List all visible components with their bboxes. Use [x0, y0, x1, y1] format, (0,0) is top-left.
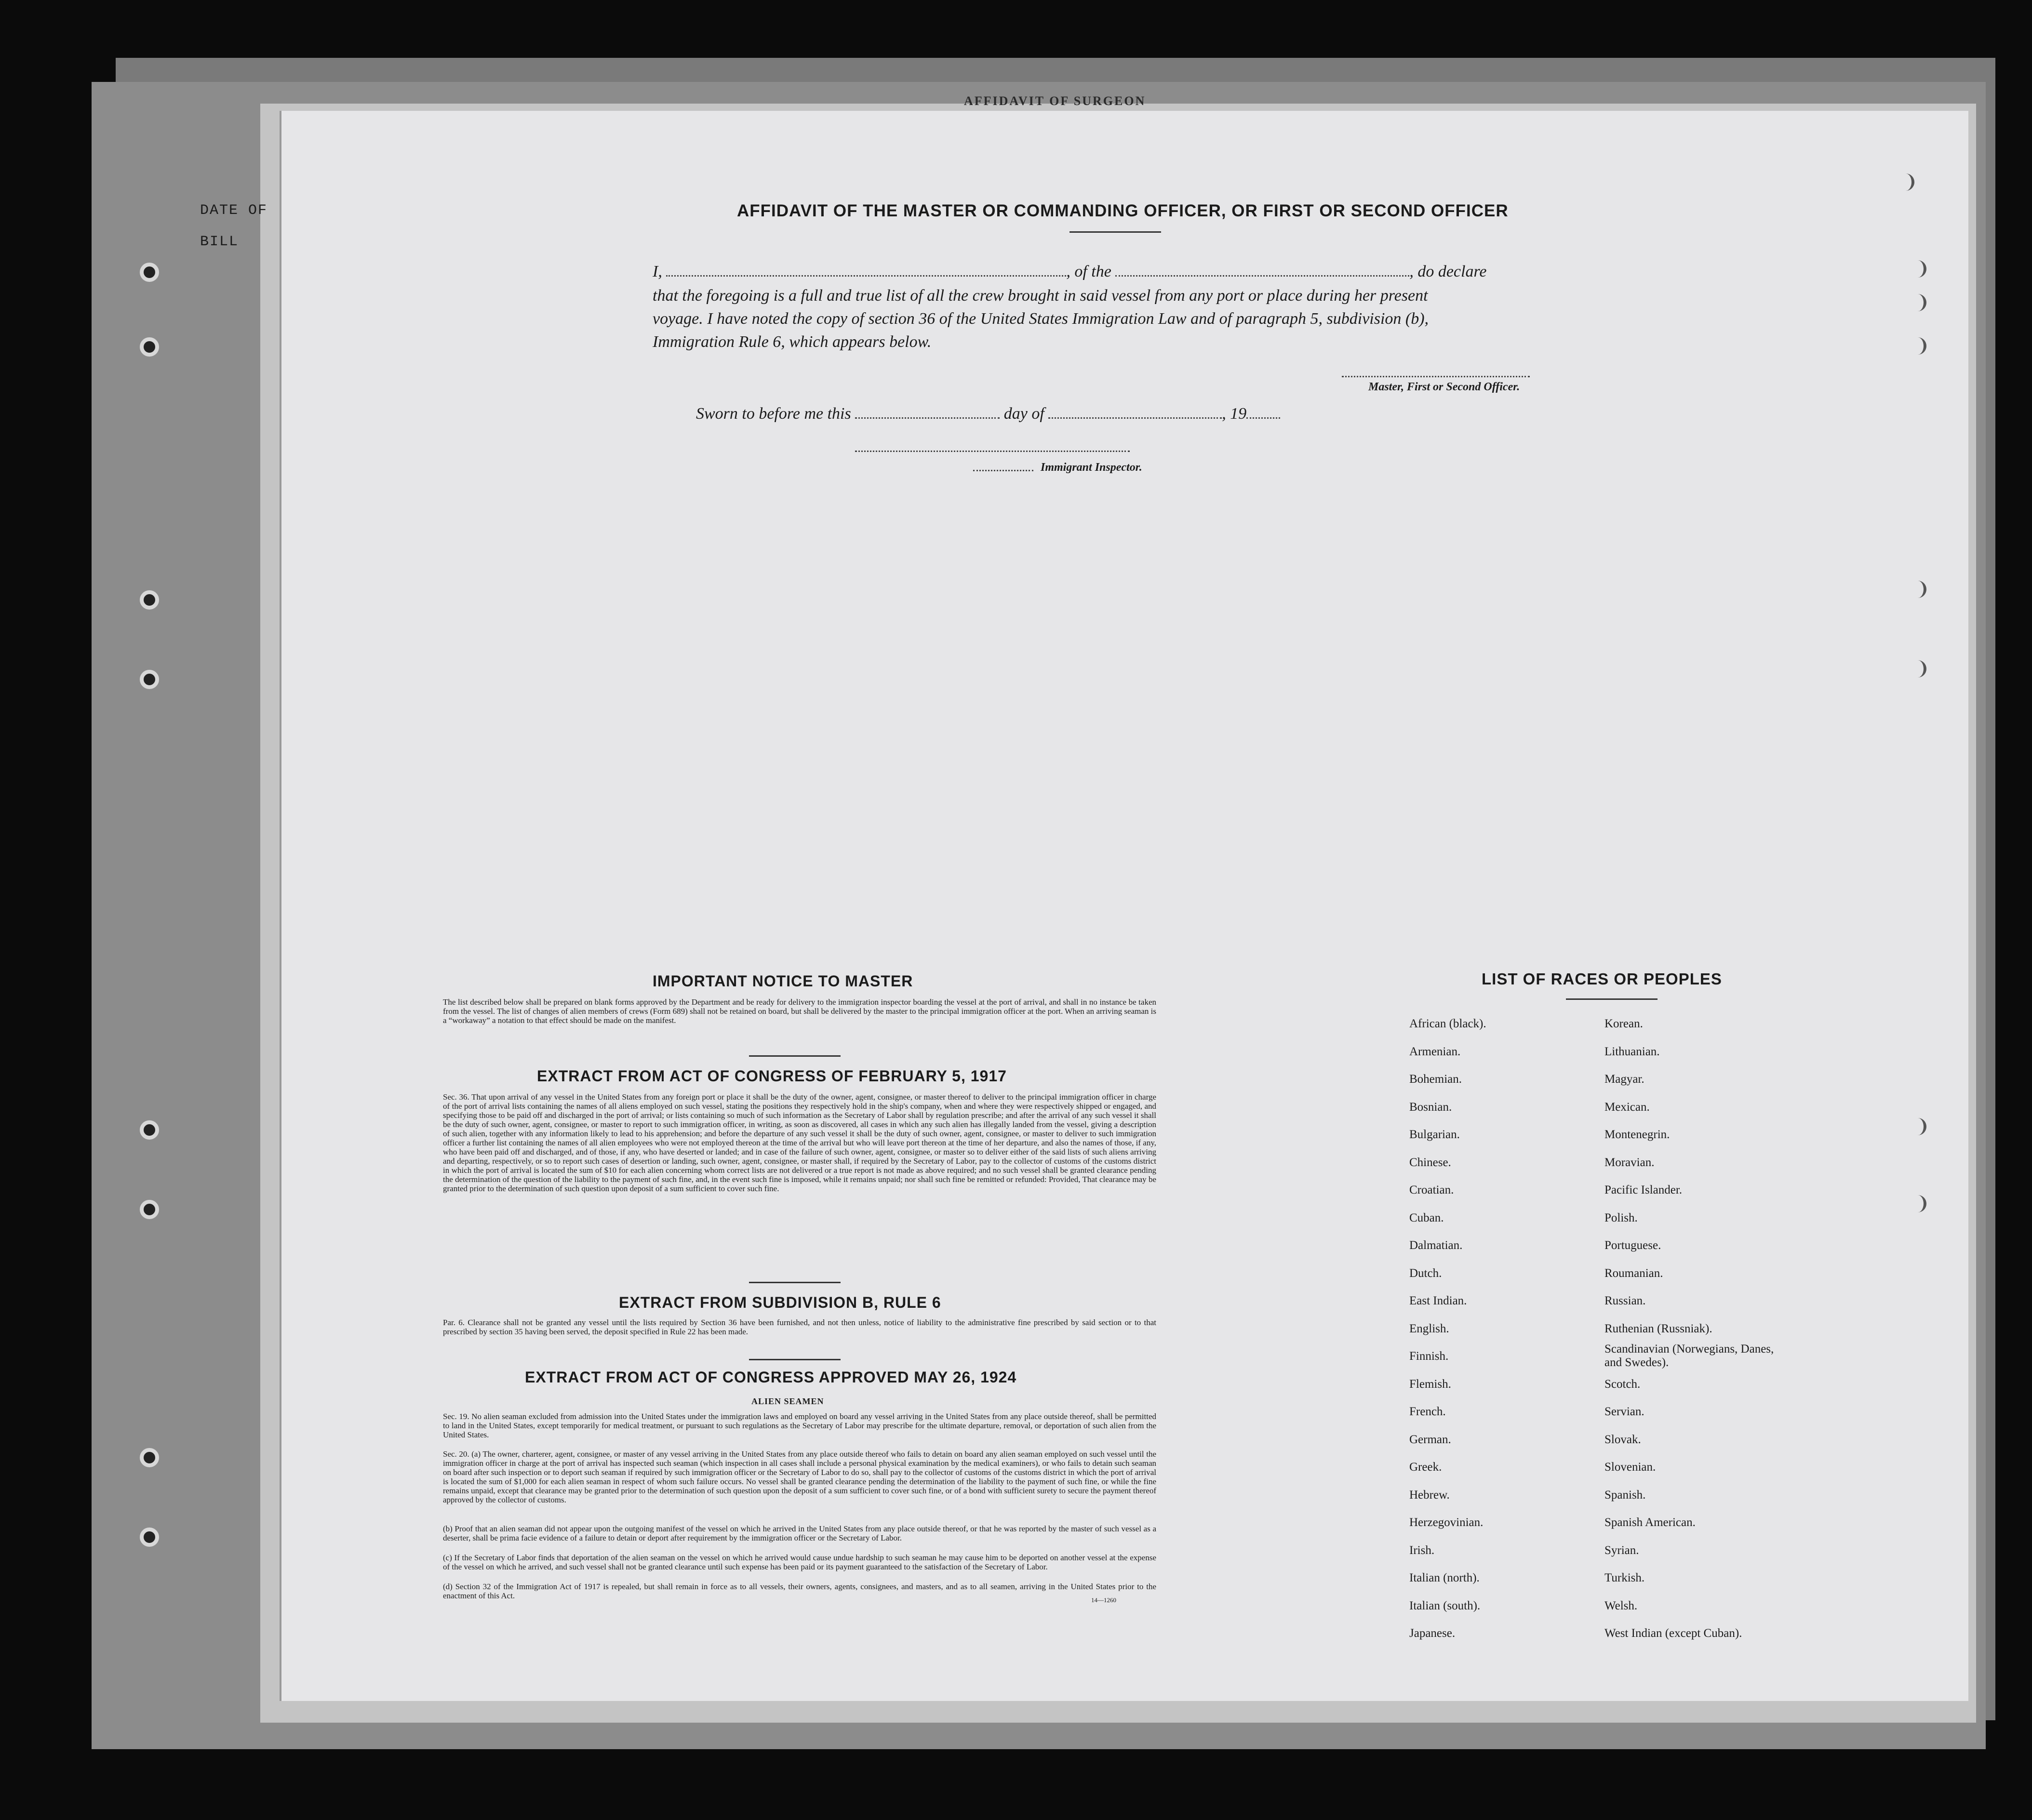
inspector-signature-lead — [973, 470, 1033, 471]
punch-hole-icon — [1913, 660, 1926, 678]
race-item: Hebrew. — [1409, 1488, 1450, 1501]
act1924-sec20d: (d) Section 32 of the Immigration Act of 1917 is repealed, but shall remain in force as to all vessels, their owners, agents, consignees, and masters, and as to all seamen, arriving in the United States prior to the enactment of this Act. — [443, 1582, 1156, 1600]
under-sheet-title: AFFIDAVIT OF SURGEON — [964, 94, 1146, 108]
race-item: Spanish American. — [1604, 1516, 1696, 1529]
punch-hole-icon — [1913, 294, 1926, 311]
punch-hole-icon — [1913, 581, 1926, 598]
race-item: Servian. — [1604, 1405, 1644, 1418]
race-item: African (black). — [1409, 1017, 1486, 1030]
race-item: Moravian. — [1604, 1156, 1655, 1169]
act1924-sec20c: (c) If the Secretary of Labor finds that deportation of the alien seaman on the vessel on which he arrived would cause undue hardship to such seaman he may cause him to be deported on another vessel at the expense of the vessel on which he arrived, and such vessel shall not be granted clearance until such expense has been paid or its payment guaranteed to the satisfaction of the Secretary of Labor. — [443, 1553, 1156, 1571]
day-of-text: day of — [1003, 405, 1044, 423]
race-item: Cuban. — [1409, 1211, 1444, 1224]
race-item: Armenian. — [1409, 1045, 1461, 1058]
race-item: Flemish. — [1409, 1377, 1451, 1391]
master-signature-line[interactable] — [1342, 376, 1530, 377]
act1924-title: EXTRACT FROM ACT OF CONGRESS APPROVED MAY 26, 1924 — [525, 1368, 1017, 1386]
race-item: Pacific Islander. — [1604, 1183, 1683, 1196]
race-item: Mexican. — [1604, 1100, 1650, 1114]
notice-title: IMPORTANT NOTICE TO MASTER — [653, 972, 913, 990]
race-item: Syrian. — [1604, 1543, 1639, 1557]
act1924-subtitle: ALIEN SEAMEN — [751, 1396, 824, 1406]
race-item: Montenegrin. — [1604, 1128, 1670, 1141]
affidavit-line3: voyage. I have noted the copy of section 36 of the United States Immigration Law and of paragraph 5, subdivision (b), — [653, 310, 1429, 328]
binder-ring-icon — [140, 670, 159, 689]
race-item: Spanish. — [1604, 1488, 1646, 1501]
under-sheet-stub-date: DATE OF — [200, 202, 268, 219]
punch-hole-icon — [1913, 1195, 1926, 1212]
punch-hole-icon — [1913, 1118, 1926, 1135]
race-item: Greek. — [1409, 1461, 1442, 1474]
race-item: Ruthenian (Russniak). — [1604, 1322, 1712, 1335]
race-item: Lithuanian. — [1604, 1045, 1660, 1058]
binder-ring-icon — [140, 263, 159, 282]
vessel-blank[interactable] — [1115, 264, 1409, 277]
race-item: Roumanian. — [1604, 1266, 1663, 1280]
race-item: Croatian. — [1409, 1183, 1454, 1196]
binder-ring-icon — [140, 1528, 159, 1547]
binder-ring-icon — [140, 590, 159, 610]
section-rule — [749, 1055, 841, 1057]
race-item: West Indian (except Cuban). — [1604, 1627, 1742, 1640]
binder-ring-icon — [140, 1120, 159, 1140]
race-item: East Indian. — [1409, 1294, 1467, 1307]
race-item: Bosnian. — [1409, 1100, 1452, 1114]
manifest-page — [280, 111, 1968, 1701]
sworn-year-blank[interactable] — [1246, 406, 1280, 419]
act1924-sec20b: (b) Proof that an alien seaman did not appear upon the outgoing manifest of the vessel on which he arrived in the United States from any place outside thereof, or that he was reported by the master of such vessel as a deserter, shall be prima facie evidence of a failure to detain or deport after requirement by the immigration officer or the Secretary of Labor. — [443, 1524, 1156, 1542]
race-item: Slovak. — [1604, 1433, 1641, 1446]
race-item: Herzegovinian. — [1409, 1516, 1484, 1529]
sworn-text: Sworn to before me this — [696, 405, 851, 423]
race-item: Polish. — [1604, 1211, 1638, 1224]
affidavit-i: I, — [653, 263, 662, 280]
notice-body: The list described below shall be prepared on blank forms approved by the Department and be ready for delivery to the immigration inspector boarding the vessel at the port of arrival, and shall in no instance be taken from the vessel. The list of changes of alien members of crews (Form 689) shall not be retained on board, but shall be delivered by the master to the principal immigration officer at the port. When an arriving seaman is a “workaway” a notation to that effect should be made on the manifest. — [443, 997, 1156, 1025]
race-item: Russian. — [1604, 1294, 1646, 1307]
affidavit-of-the: , of the — [1066, 263, 1111, 280]
affidavit-declare: , do declare — [1409, 263, 1487, 280]
races-title: LIST OF RACES OR PEOPLES — [1482, 970, 1722, 988]
affidavit-line2: that the foregoing is a full and true list of all the crew brought in said vessel from any port or place during her present — [653, 287, 1428, 305]
race-item: German. — [1409, 1433, 1451, 1446]
punch-hole-icon — [1913, 260, 1926, 278]
race-item: Dalmatian. — [1409, 1239, 1463, 1252]
race-item: French. — [1409, 1405, 1446, 1418]
inspector-signature-label: Immigrant Inspector. — [1041, 461, 1142, 474]
punch-hole-icon — [1913, 337, 1926, 355]
race-item: Finnish. — [1409, 1350, 1449, 1363]
binder-ring-icon — [140, 1200, 159, 1219]
race-item: English. — [1409, 1322, 1449, 1335]
race-item: Japanese. — [1409, 1627, 1456, 1640]
race-item: Dutch. — [1409, 1266, 1442, 1280]
race-item: Welsh. — [1604, 1599, 1638, 1612]
race-item: Magyar. — [1604, 1073, 1644, 1086]
sworn-line — [696, 402, 1280, 425]
inspector-signature-line[interactable] — [855, 451, 1130, 452]
affidavit-title: AFFIDAVIT OF THE MASTER OR COMMANDING OFFICER, OR FIRST OR SECOND OFFICER — [737, 201, 1509, 220]
race-item: Italian (south). — [1409, 1599, 1481, 1612]
act1924-sec20a: Sec. 20. (a) The owner, charterer, agent, consignee, or master of any vessel arriving in the United States from any place outside thereof who fails to detain on board any alien seaman employed on such vessel until the immigration officer in charge at the port of arrival has inspected such seaman (which inspection in all cases shall include a personal physical examination by the medical examiners), or who fails to detain such seaman on board after such inspection or to deport such seaman if required by such immigration officer or the Secretary of Labor to do so, shall pay to the collector of customs of the customs district in which the port of arrival is located the sum of $1,000 for each alien seaman in respect of whom such failure occurs. No vessel shall be granted clearance pending the determination of the liability to the payment of such fine, or while the fine remains unpaid, except that clearance may be granted prior to the determination of such question upon the deposit of a sum sufficient to cover such fine, or of a bond with sufficient surety to secure the payment thereof approved by the collector of customs. — [443, 1449, 1156, 1504]
sworn-day-blank[interactable] — [855, 406, 1000, 419]
binder-ring-icon — [140, 337, 159, 357]
races-rule — [1566, 998, 1658, 1000]
rule6-body: Par. 6. Clearance shall not be granted any vessel until the lists required by Section 36 have been furnished, and not then unless, notice of liability to the administrative fine prescribed by said section or to that prescribed by section 35 having been served, the deposit specified in Rule 22 has been made. — [443, 1318, 1156, 1336]
master-signature-label: Master, First or Second Officer. — [1368, 381, 1520, 393]
sworn-month-blank[interactable] — [1048, 406, 1222, 419]
act1924-sec19: Sec. 19. No alien seaman excluded from admission into the United States under the immigration laws and employed on board any vessel arriving in the United States from any place outside thereof, shall be permitted to land in the United States, except temporarily for medical treatment, or pursuant to such regulations as the Secretary of Labor may prescribe for the ultimate departure, removal, or deportation of such alien from the United States. — [443, 1412, 1156, 1439]
race-item: Italian (north). — [1409, 1571, 1480, 1584]
under-sheet-stub-bill: BILL — [200, 234, 239, 250]
race-item: Chinese. — [1409, 1156, 1451, 1169]
race-item: Turkish. — [1604, 1571, 1645, 1584]
section-rule — [749, 1282, 841, 1283]
act1917-body: Sec. 36. That upon arrival of any vessel in the United States from any foreign port or place it shall be the duty of the owner, agent, consignee, or master thereof to deliver to the principal immigration officer in charge of the port of arrival lists containing the names of all aliens employed on such vessel, stating the positions they respectively hold in the ship's company, when and where they were respectively shipped or engaged, and specifying those to be paid off and discharged in the port of arrival; or lists containing so much of such information as the Secretary of Labor shall by regulation prescribe; and after the arrival of any such vessel it shall be the duty of such owner, agent, consignee, or master to report to such immigration officer, in writing, as soon as discovered, all cases in which any such alien has illegally landed from the vessel, giving a description of such alien, together with any information likely to lead to his apprehension; and before the departure of any such vessel it shall be the duty of such owner, agent, consignee, or master to deliver to such immigration officer a further list containing the names of all alien employees who were not employed thereon at the time of the arrival but who will leave port thereon at the time of her departure, and also the names of those, if any, who have been paid off and discharged, and of those, if any, who have deserted or landed; and in case of the failure of such owner, agent, consignee, or master so to deliver either of the said lists of such aliens arriving and departing, respectively, or so to report such cases of desertion or landing, such owner, agent, consignee, or master shall, if required by the Secretary of Labor, pay to the collector of customs of the customs district in which the port of arrival is located the sum of $10 for each alien concerning whom correct lists are not delivered or a true report is not made as above required; and no such vessel shall be granted clearance pending the determination of the question of the liability to the payment of such fine, and, in the event such fine is imposed, while it remains unpaid; nor shall such fine be remitted or refunded: Provided, That clearance may be granted prior to the determination of such question upon deposit of a sum sufficient to cover such fine. — [443, 1092, 1156, 1193]
race-item: Korean. — [1604, 1017, 1643, 1030]
punch-hole-icon — [1901, 173, 1914, 191]
name-blank[interactable] — [666, 264, 1066, 277]
act1917-title: EXTRACT FROM ACT OF CONGRESS OF FEBRUARY 5, 1917 — [537, 1067, 1007, 1085]
binder-ring-icon — [140, 1448, 159, 1467]
race-item: Portuguese. — [1604, 1239, 1661, 1252]
rule6-title: EXTRACT FROM SUBDIVISION B, RULE 6 — [619, 1294, 941, 1311]
year-text: , 19 — [1222, 405, 1247, 423]
race-item: Bohemian. — [1409, 1073, 1462, 1086]
affidavit-line1 — [653, 260, 1487, 283]
form-number: 14—1260 — [1091, 1596, 1116, 1604]
race-item: Irish. — [1409, 1543, 1435, 1557]
section-rule — [749, 1359, 841, 1360]
race-item: Scandinavian (Norwegians, Danes, and Swedes). — [1604, 1342, 1774, 1369]
race-item: Scotch. — [1604, 1377, 1641, 1391]
affidavit-line4: Immigration Rule 6, which appears below. — [653, 333, 932, 351]
race-item: Slovenian. — [1604, 1461, 1656, 1474]
race-item: Bulgarian. — [1409, 1128, 1460, 1141]
title-rule — [1069, 231, 1161, 233]
